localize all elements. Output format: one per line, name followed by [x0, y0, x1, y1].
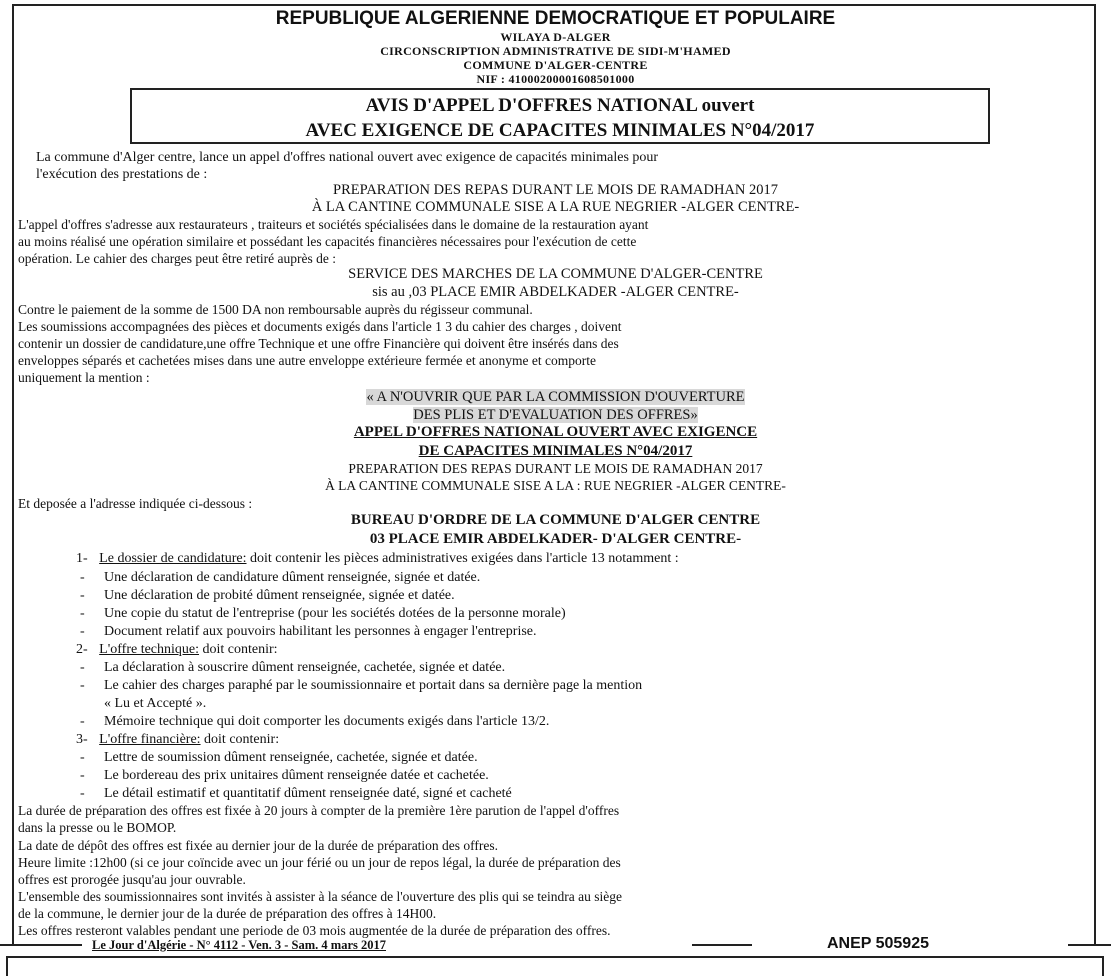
next-notice-border — [6, 956, 1104, 976]
list-dash: - — [80, 606, 85, 621]
list-item-2-number: 2- — [76, 642, 88, 657]
wilaya-line: WILAYA D-ALGER — [500, 30, 611, 44]
subject-line1: PREPARATION DES REPAS DURANT LE MOIS DE RAMADHAN 2017 — [333, 182, 778, 198]
list-dash: - — [80, 624, 85, 639]
list-item-3-number: 3- — [76, 732, 88, 747]
technical-doc-3: Mémoire technique qui doit comporter les documents exigés dans l'article 13/2. — [104, 714, 550, 729]
candidature-doc-3: Une copie du statut de l'entreprise (pour les sociétés dotées de la personne morale) — [104, 606, 566, 621]
list-item-3 — [76, 732, 279, 748]
list-item-3-heading: L'offre financière: — [99, 732, 201, 747]
mention-line2 — [0, 407, 1111, 424]
list-dash: - — [80, 714, 85, 729]
republic-heading: REPUBLIQUE ALGERIENNE DEMOCRATIQUE ET POPULAIRE — [275, 8, 836, 29]
newspaper-reference: Le Jour d'Algérie - N° 4112 - Ven. 3 - Sam. 4 mars 2017 — [92, 938, 386, 952]
financial-doc-3: Le détail estimatif et quantitatif dûment renseignée daté, signé et cacheté — [104, 786, 512, 801]
notice-title-line2: AVEC EXIGENCE DE CAPACITES MINIMALES N°04/2017 — [305, 120, 815, 141]
technical-doc-2: Le cahier des charges paraphé par le soumissionnaire et portait dans sa dernière page la mention — [104, 678, 643, 693]
submission-line3: enveloppes séparés et cachetées mises dans une autre enveloppe extérieure fermée et anonyme et comporte — [18, 353, 596, 368]
closing-line4: Heure limite :12h00 (si ce jour coïncide avec un jour férié ou un jour de repos légal, la durée de préparation des — [18, 855, 621, 870]
list-item-2-heading: L'offre technique: — [99, 642, 200, 657]
footer-rule-left — [0, 944, 82, 946]
nif-line: NIF : 41000200001608501000 — [476, 72, 635, 86]
intro-paragraph-line2: au moins réalisé une opération similaire et possédant les capacités financières nécessaires pour l'exécution de cette — [18, 234, 637, 249]
list-item-1-heading: Le dossier de candidature: — [99, 551, 247, 566]
service-line1: SERVICE DES MARCHES DE LA COMMUNE D'ALGER-CENTRE — [348, 266, 763, 282]
financial-doc-2: Le bordereau des prix unitaires dûment renseignée datée et cachetée. — [104, 768, 489, 783]
list-dash: - — [80, 660, 85, 675]
mention-line2-text: DES PLIS ET D'EVALUATION DES OFFRES» — [413, 407, 698, 423]
anep-reference: ANEP 505925 — [827, 935, 929, 952]
candidature-doc-2: Une déclaration de probité dûment renseignée, signée et datée. — [104, 588, 455, 603]
notice-title-box — [130, 88, 990, 144]
mention-line1 — [0, 389, 1111, 406]
list-item-3-text: doit contenir: — [200, 732, 280, 747]
mention-line4: DE CAPACITES MINIMALES N°04/2017 — [418, 443, 693, 459]
list-item-1 — [76, 551, 679, 567]
technical-doc-1: La déclaration à souscrire dûment renseignée, cachetée, signée et datée. — [104, 660, 506, 675]
submission-line2: contenir un dossier de candidature,une offre Technique et une offre Financière qui doivent être insérés dans des — [18, 336, 619, 351]
mention-line1-text: « A N'OUVRIR QUE PAR LA COMMISSION D'OUVERTURE — [366, 389, 745, 405]
intro-line2: l'exécution des prestations de : — [36, 167, 208, 182]
closing-line7: de la commune, le dernier jour de la durée de préparation des offres à 14H00. — [18, 906, 437, 921]
subject-line2: À LA CANTINE COMMUNALE SISE A LA RUE NEGRIER -ALGER CENTRE- — [311, 199, 800, 215]
mention-line5: PREPARATION DES REPAS DURANT LE MOIS DE RAMADHAN 2017 — [348, 461, 763, 476]
list-dash: - — [80, 768, 85, 783]
list-dash: - — [80, 678, 85, 693]
circonscription-line: CIRCONSCRIPTION ADMINISTRATIVE DE SIDI-M'HAMED — [380, 44, 731, 58]
candidature-doc-4: Document relatif aux pouvoirs habilitant les personnes à engager l'entreprise. — [104, 624, 537, 639]
list-item-2 — [76, 642, 278, 658]
intro-line1: La commune d'Alger centre, lance un appel d'offres national ouvert avec exigence de capacités minimales pour — [36, 150, 659, 165]
list-dash: - — [80, 588, 85, 603]
deposit-line: Et deposée a l'adresse indiquée ci-dessous : — [18, 496, 253, 511]
deposit-office: BUREAU D'ORDRE DE LA COMMUNE D'ALGER CENTRE — [350, 512, 761, 528]
candidature-doc-1: Une déclaration de candidature dûment renseignée, signée et datée. — [104, 570, 481, 585]
service-line2: sis au ,03 PLACE EMIR ABDELKADER -ALGER CENTRE- — [372, 284, 739, 300]
submission-line4: uniquement la mention : — [18, 370, 150, 385]
closing-line3: La date de dépôt des offres est fixée au dernier jour de la durée de préparation des offres. — [18, 838, 499, 853]
list-dash: - — [80, 750, 85, 765]
mention-line6: À LA CANTINE COMMUNALE SISE A LA : RUE NEGRIER -ALGER CENTRE- — [325, 478, 786, 493]
closing-line1: La durée de préparation des offres est fixée à 20 jours à compter de la première 1ère parution de l'appel d'offres — [18, 803, 620, 818]
list-dash: - — [80, 786, 85, 801]
footer-rule-right — [1068, 944, 1111, 946]
technical-doc-2-mention: « Lu et Accepté ». — [104, 696, 207, 711]
mention-line3: APPEL D'OFFRES NATIONAL OUVERT AVEC EXIGENCE — [353, 424, 758, 440]
financial-doc-1: Lettre de soumission dûment renseignée, cachetée, signée et datée. — [104, 750, 478, 765]
submission-line1: Les soumissions accompagnées des pièces et documents exigés dans l'article 1 3 du cahier des charges , doivent — [18, 319, 622, 334]
closing-line6: L'ensemble des soumissionnaires sont invités à assister à la séance de l'ouverture des plis qui se teindra au siège — [18, 889, 622, 904]
payment-line: Contre le paiement de la somme de 1500 DA non remboursable auprès du régisseur communal. — [18, 302, 533, 317]
list-item-1-text: doit contenir les pièces administratives exigées dans l'article 13 notamment : — [246, 551, 679, 566]
footer-rule-middle — [692, 944, 752, 946]
intro-paragraph-line1: L'appel d'offres s'adresse aux restaurateurs , traiteurs et sociétés spécialisées dans le domaine de la restauration ayant — [18, 217, 649, 232]
list-dash: - — [80, 570, 85, 585]
notice-title-line1: AVIS D'APPEL D'OFFRES NATIONAL ouvert — [365, 95, 755, 116]
list-item-1-number: 1- — [76, 551, 88, 566]
commune-line: COMMUNE D'ALGER-CENTRE — [463, 58, 648, 72]
intro-paragraph-line3: opération. Le cahier des charges peut être retiré auprès de : — [18, 251, 336, 266]
list-item-2-text: doit contenir: — [199, 642, 278, 657]
closing-line8: Les offres resteront valables pendant une periode de 03 mois augmentée de la durée de préparation des offres. — [18, 923, 611, 938]
closing-line2: dans la presse ou le BOMOP. — [18, 820, 177, 835]
closing-line5: offres est prorogée jusqu'au jour ouvrable. — [18, 872, 246, 887]
deposit-address: 03 PLACE EMIR ABDELKADER- D'ALGER CENTRE- — [369, 531, 742, 547]
